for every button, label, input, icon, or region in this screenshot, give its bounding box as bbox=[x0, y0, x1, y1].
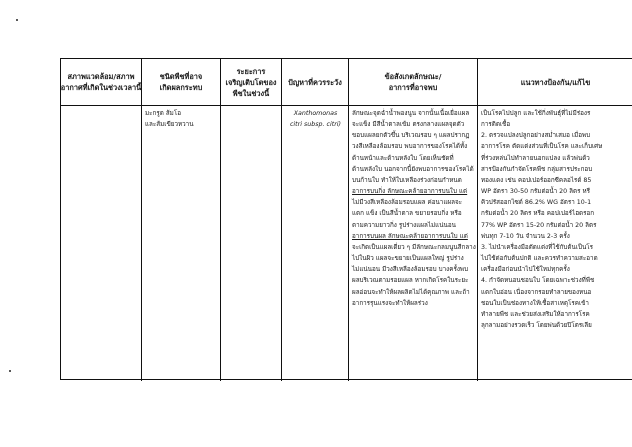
guidance-line: ทองแดง เช่น คอปเปอร์ออกซีคลอไรด์ 85 bbox=[481, 176, 592, 184]
header-symptoms: ข้อสังเกตลักษณะ/ อาการที่อาจพบ bbox=[349, 59, 478, 106]
symptom-line: ไปในผิว แผลจะขยายเป็นแผลใหญ่ รูปร่าง bbox=[352, 255, 464, 263]
guidance-line: การติดเชื้อ bbox=[481, 121, 511, 129]
guidance-line: 3. ไม่นำเครื่องมือตัดแต่งที่ใช้กับต้นเป็นโร bbox=[481, 243, 594, 251]
cell-guidance bbox=[478, 106, 632, 381]
guidance-line: สารป้องกันกำจัดโรคพืช กลุ่มสารประกอบ bbox=[481, 165, 593, 173]
crop-line: มะกรูด ส้มโอ bbox=[145, 110, 181, 117]
cell-problem bbox=[282, 106, 349, 381]
symptom-line: อาการบนผล ลักษณะคล้ายอาการบนใบ แต่ bbox=[352, 232, 468, 240]
guidance-line: เครื่องมือก่อนนำไปใช้ใหม่ทุกครั้ง bbox=[481, 266, 570, 274]
symptom-line: ผลอ่อนจะทำให้ผลผลิตไม่ได้คุณภาพ และถ้า bbox=[352, 288, 470, 296]
cell-crop-type bbox=[142, 106, 221, 381]
guidance-line: คิวปรัสออกไซด์ 86.2% WG อัตรา 10-1 bbox=[481, 199, 592, 207]
guidance-line: กรัมต่อน้ำ 20 ลิตร หรือ คอปเปอร์ไฮดรอก bbox=[481, 210, 595, 218]
guidance-line: แตกใบอ่อน เนื่องจากรอยทำลายของหนอ bbox=[481, 288, 592, 296]
symptom-line: ตามความยาวกิ่ง รูปร่างแผลไม่แน่นอน bbox=[352, 221, 456, 229]
guidance-line: พ่นทุก 7-10 วัน จำนวน 2-3 ครั้ง bbox=[481, 232, 570, 240]
scan-speck-top-left bbox=[16, 19, 18, 21]
guidance-line: 4. กำจัดหนอนชอนใบ โดยเฉพาะช่วงที่พืช bbox=[481, 277, 595, 285]
symptom-line: วงสีเหลืองล้อมรอบ พบอาการของโรคได้ทั้ง bbox=[352, 143, 468, 151]
header-growth-stage: ระยะการ เจริญเติบโตของ พืชในช่วงนี้ bbox=[221, 59, 282, 106]
symptom-line: ไม่แน่นอน มีวงสีเหลืองล้อมรอบ บางครั้งพบ bbox=[352, 266, 469, 274]
symptom-line: อาการรุนแรงจะทำให้ผลร่วง bbox=[352, 299, 428, 307]
guidance-line: WP อัตรา 30-50 กรัมต่อน้ำ 20 ลิตร หรื bbox=[481, 188, 591, 196]
problem-line: Xanthomonas bbox=[293, 110, 338, 117]
guidance-line: ไปใช้ต่อกับต้นปกติ และควรทำความสะอาด bbox=[481, 255, 598, 263]
guidance-line: อาการโรค ตัดแต่งส่วนที่เป็นโรค และเก็บเศษ bbox=[481, 143, 603, 151]
symptom-line: ไม่มีวงสีเหลืองล้อมรอบแผล ค่อนาแผลจะ bbox=[352, 199, 463, 207]
header-guidance: แนวทางป้องกัน/แก้ไข bbox=[478, 59, 632, 106]
guidance-line: ทำลายพืช และช่วยส่งเสริมให้อาการโรค bbox=[481, 310, 590, 318]
crop-line: และส้มเขียวหวาน bbox=[145, 121, 194, 129]
guidance-line: ลุกลามอย่างรวดเร็ว โดยพ่นด้วยปิโตรเลีย bbox=[481, 321, 592, 329]
guidance-line: 2. ตรวจแปลงปลูกอย่างสม่ำเสมอ เมื่อพบ bbox=[481, 132, 591, 140]
guidance-line: ชอนใบเป็นช่องทางให้เชื้อสาเหตุโรคเข้า bbox=[481, 299, 589, 307]
guidance-line: 77% WP อัตรา 15-20 กรัมต่อน้ำ 20 ลิตร bbox=[481, 221, 597, 229]
symptom-line: ลักษณะจุดฉ่ำน้ำพองนูน จากนั้นเนื้อเยื่อแผล bbox=[352, 110, 470, 117]
symptom-line: ผลบริเวณตามรอยแผล หากเกิดโรคในระยะ bbox=[352, 277, 469, 285]
guidance-line: ที่ร่วงหล่นไปทำลายนอกแปลง แล้วพ่นด้ว bbox=[481, 154, 590, 162]
symptom-line: จะแข็ง มีสีน้ำตาลเข้ม ตรงกลางแผลจุดตัว bbox=[352, 121, 465, 129]
header-problem: ปัญหาที่ควรระวัง bbox=[282, 59, 349, 106]
symptom-line: ด้านหน้าและด้านหลังใบ โดยเห็นชัดที่ bbox=[352, 154, 454, 162]
symptom-line: จะเกิดเป็นแผลเดี่ยว ๆ มีลักษณะกลมนูนสีกลาง bbox=[352, 243, 476, 251]
header-crop-type: ชนิดพืชที่อาจ เกิดผลกระทบ bbox=[142, 59, 221, 106]
cell-environment bbox=[61, 106, 142, 381]
scan-speck-bottom-left bbox=[9, 370, 11, 372]
pest-warning-table bbox=[60, 58, 632, 380]
guidance-line: เป็นโรคไปปลูก และใช้กิ่งพันธุ์ที่ไม่มีร่องร bbox=[481, 110, 591, 117]
symptom-line: อาการบนกิ่ง ลักษณะคล้ายอาการบนใบ แต่ bbox=[352, 188, 468, 196]
header-environment: สภาพแวดล้อม/สภาพ อากาศที่เกิดในช่วงเวลานี้ bbox=[61, 59, 142, 106]
symptom-line: ขอบแผลยกตัวขึ้น บริเวณรอบ ๆ แผลปรากฏ bbox=[352, 132, 470, 140]
symptom-line: บนก้านใบ ทำให้ใบเหลืองร่วงก่อนกำหนด bbox=[352, 176, 462, 184]
symptom-line: ด้านหลังใบ นอกจากนี้ยังพบอาการของโรคได้ bbox=[352, 165, 474, 173]
symptom-line: แตก แข็ง เป็นสีน้ำตาล ขยายรอบกิ่ง หรือ bbox=[352, 210, 462, 218]
problem-line: citri subsp. citri) bbox=[289, 121, 342, 129]
cell-growth-stage bbox=[221, 106, 282, 381]
cell-symptoms bbox=[349, 106, 478, 381]
